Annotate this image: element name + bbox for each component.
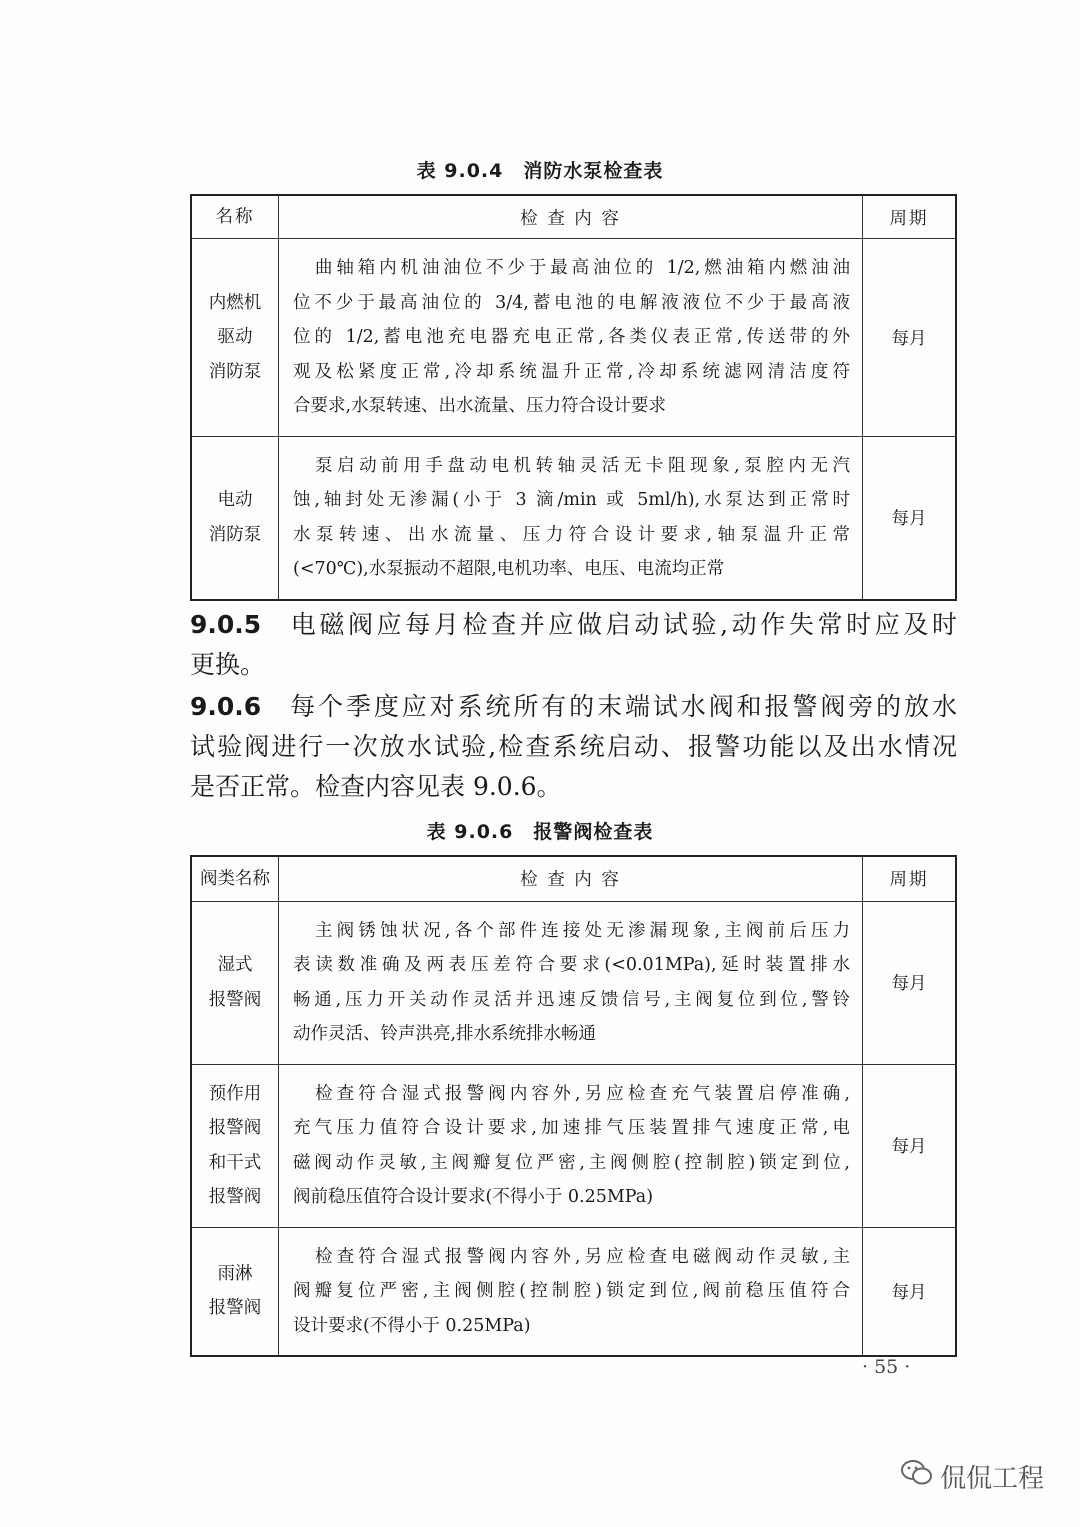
row-content [279, 901, 863, 1064]
name-line: 内燃机 [208, 292, 262, 313]
page-number: · 55 · [862, 1356, 911, 1378]
table-row [191, 1227, 956, 1356]
table-row [191, 1064, 956, 1227]
row-content [279, 436, 863, 600]
row-period: 每月 [863, 436, 957, 600]
clause-line [190, 687, 957, 727]
name-line: 湿式 [217, 955, 253, 975]
content-line: (<70℃),水泵振动不超限,电机功率、电压、电流均正常 [293, 559, 725, 580]
name-line: 驱动 [217, 327, 253, 347]
header-name: 名称 [191, 195, 279, 239]
clause-text: 电磁阀应每月检查并应做启动试验,动作失常时应及时 [287, 610, 957, 639]
content-line: 位不少于最高油位的 3/4,蓄电池的电解液液位不少于最高液 [293, 292, 850, 313]
row-period: 每月 [863, 239, 957, 437]
content-line: 畅通,压力开关动作灵活并迅速反馈信号,主阀复位到位,警铃 [293, 989, 850, 1010]
clause-line: 是否正常。检查内容见表 9.0.6。 [190, 772, 562, 801]
content-line: 合要求,水泵转速、出水流量、压力符合设计要求 [293, 396, 667, 416]
name-line: 报警阀 [208, 1187, 262, 1207]
content-line: 观及松紧度正常,冷却系统温升正常,冷却系统滤网清洁度符 [293, 361, 850, 382]
content-line: 充气压力值符合设计要求,加速排气压装置排气速度正常,电 [293, 1118, 850, 1138]
watermark-text: 侃侃工程 [940, 1464, 1045, 1494]
row-content [279, 239, 863, 437]
content-line: 阀瓣复位严密,主阀侧腔(控制腔)锁定到位,阀前稳压值符合 [293, 1281, 850, 1301]
content-line: 水泵转速、出水流量、压力符合设计要求,轴泵温升正常 [293, 524, 850, 545]
content-line: 动作灵活、铃声洪亮,排水系统排水畅通 [293, 1024, 597, 1044]
header-period: 周期 [863, 195, 957, 239]
content-line: 设计要求(不得小于 0.25MPa) [293, 1315, 531, 1336]
row-name [191, 1064, 279, 1227]
clause-line [190, 605, 957, 645]
wechat-icon [900, 1458, 934, 1495]
table-row [191, 901, 956, 1064]
table-9-0-6-caption: 表 9.0.6 报警阀检查表 [426, 821, 654, 843]
row-period: 每月 [863, 1064, 957, 1227]
content-line: 检查符合湿式报警阀内容外,另应检查充气装置启停准确, [315, 1083, 850, 1104]
content-line: 磁阀动作灵敏,主阀瓣复位严密,主阀侧腔(控制腔)锁定到位, [293, 1152, 850, 1173]
name-line: 报警阀 [208, 1118, 262, 1138]
header-period: 周期 [863, 856, 957, 901]
watermark [900, 1458, 1044, 1495]
content-line: 蚀,轴封处无渗漏(小于 3 滴/min 或 5ml/h),水泵达到正常时 [293, 490, 850, 511]
header-content: 检 查 内 容 [279, 195, 863, 239]
name-line: 电动 [217, 490, 253, 511]
row-name [191, 901, 279, 1064]
row-name [191, 436, 279, 600]
content-line: 表读数准确及两表压差符合要求(<0.01MPa),延时装置排水 [293, 955, 850, 975]
table-header-row [191, 195, 956, 239]
name-line: 预作用 [208, 1083, 262, 1104]
name-line: 报警阀 [208, 989, 262, 1010]
row-name [191, 1227, 279, 1356]
row-name [191, 239, 279, 437]
row-content [279, 1227, 863, 1356]
name-line: 和干式 [208, 1152, 262, 1173]
alarm-valve-inspection-table [190, 855, 957, 1357]
content-line: 主阀锈蚀状况,各个部件连接处无渗漏现象,主阀前后压力 [315, 920, 850, 941]
clause-line: 更换。 [190, 650, 266, 679]
content-line: 阀前稳压值符合设计要求(不得小于 0.25MPa) [293, 1187, 654, 1207]
clause-9-0-6 [190, 687, 957, 807]
clause-line: 试验阀进行一次放水试验,检查系统启动、报警功能以及出水情况 [190, 732, 957, 761]
name-line: 报警阀 [208, 1298, 262, 1319]
name-line: 消防泵 [208, 361, 262, 382]
clause-number: 9.0.5 [190, 610, 262, 639]
row-content [279, 1064, 863, 1227]
clause-number: 9.0.6 [190, 692, 262, 721]
table-header-row [191, 856, 956, 901]
header-name: 阀类名称 [191, 856, 279, 901]
name-line: 消防泵 [208, 524, 262, 545]
table-9-0-4-caption: 表 9.0.4 消防水泵检查表 [416, 160, 664, 182]
table-row [191, 436, 956, 600]
row-period: 每月 [863, 901, 957, 1064]
content-line: 位的 1/2,蓄电池充电器充电正常,各类仪表正常,传送带的外 [293, 327, 850, 347]
content-line: 曲轴箱内机油油位不少于最高油位的 1/2,燃油箱内燃油油 [315, 258, 850, 278]
fire-pump-inspection-table [190, 194, 957, 601]
header-content: 检 查 内 容 [279, 856, 863, 901]
content-line: 检查符合湿式报警阀内容外,另应检查电磁阀动作灵敏,主 [315, 1246, 850, 1267]
name-line: 雨淋 [217, 1263, 253, 1284]
content-line: 泵启动前用手盘动电机转轴灵活无卡阻现象,泵腔内无汽 [315, 455, 850, 476]
clause-9-0-5 [190, 605, 957, 685]
row-period: 每月 [863, 1227, 957, 1356]
clause-text: 每个季度应对系统所有的末端试水阀和报警阀旁的放水 [287, 692, 957, 721]
table-row [191, 239, 956, 437]
